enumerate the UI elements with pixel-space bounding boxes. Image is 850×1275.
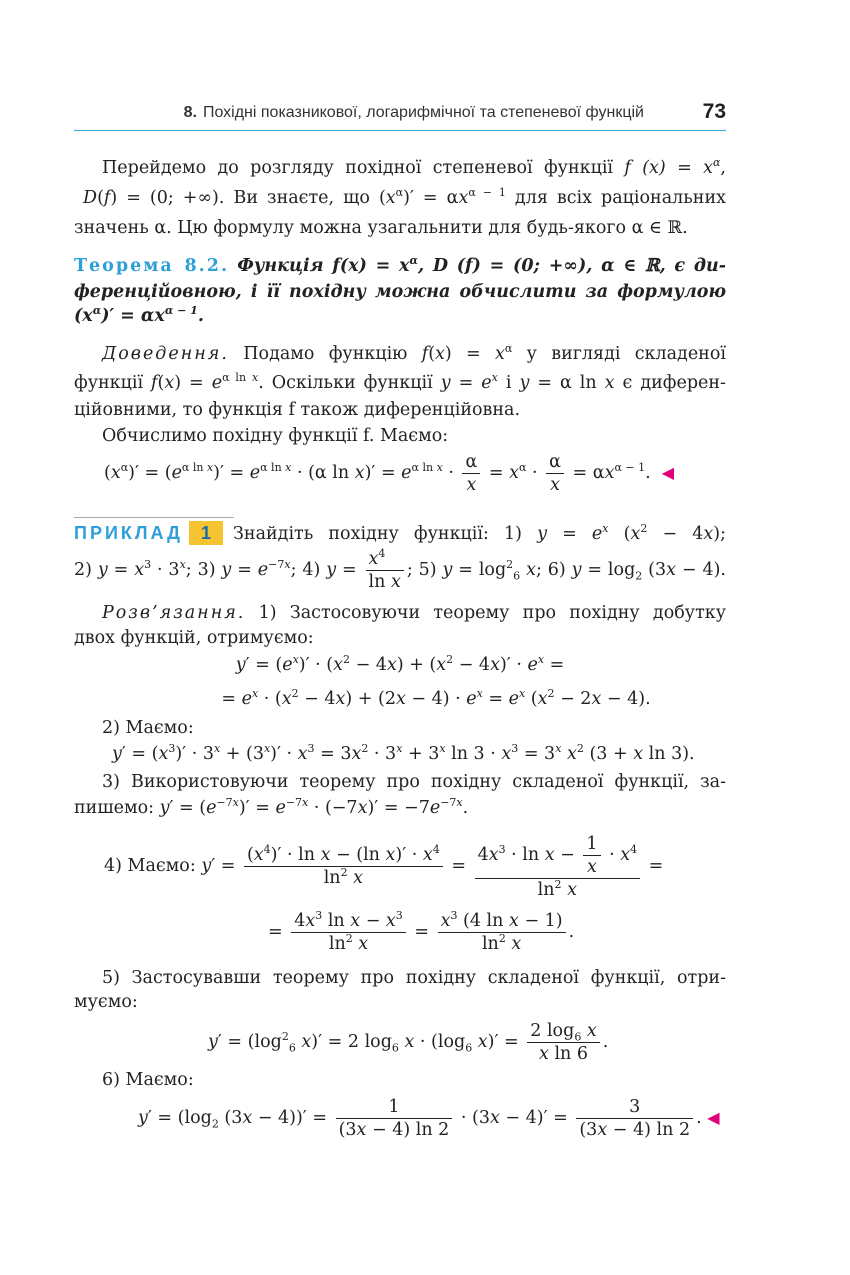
- theorem-line-2: ференційовною, і її похідну можна обчислити за формулою: [74, 282, 726, 302]
- example-line-2: 2) $y = x^3 \cdot 3^x$; 3) $y = e^{-7x}$; 4) y = $\frac{x^4}{\text{ln x}}$ ; 5) $y = \log^2_6 x$; 6) $y = \log_2 (3x - 4)$.: [74, 547, 726, 592]
- solution-5-formula: $y' = (\log^2_6$ x)′ = 2 $\log_6 x \cdot (\log_6$ x)′ = $\frac{2 \log_6 x}{\text{x ln 6}}$ .: [208, 1021, 609, 1064]
- theorem-formula: $(x^\alpha)' = \alpha x^{\alpha - 1}$.: [74, 304, 204, 326]
- solution-line-2: двох функцій, отримуємо:: [74, 628, 314, 648]
- solution-3-line-1: 3) Використовуючи теорему про похідну складеної функції, за-: [102, 772, 726, 792]
- chapter-title: 8. Похідні показникової, логарифмічної та степеневої функцій: [183, 104, 644, 121]
- proof-line-2: функції $f(x) = e^{\alpha ln x}$. Оскільки функції $y = e^x$ і y = α ln x є диферен-: [74, 371, 726, 393]
- example-number: 1: [189, 521, 223, 545]
- proof-line-1: Доведення. Подамо функцію $f(x) = x^\alpha$ у вигляді складеної: [102, 342, 726, 364]
- solution-6-label: 6) Маємо:: [102, 1070, 194, 1090]
- theorem-line-1: Теорема 8.2. Функція $f(x) = x^\alpha$, D (f) = (0; +∞), α ∈ ℝ, є ди-: [74, 254, 726, 276]
- end-of-proof-icon: ◀: [661, 463, 675, 482]
- proof-line-3: ційовними, то функція f також диференційовна.: [74, 400, 521, 420]
- solution-2-formula: $y' = (x^3)' \cdot 3^x + (3^x)' \cdot x^3 = 3x^2 \cdot 3^x + 3^x$ $\ln 3 \cdot x^3 = 3^x$ $x^2$ (3 + x ln 3).: [112, 742, 695, 764]
- solution-1-formula-b: = $e^x \cdot (x^2 - 4x) + (2x - 4) \cdot e^x = e^x$ $(x^2 - 2x - 4)$.: [221, 687, 651, 709]
- intro-line-2: D(f) = (0; +∞). Ви знаєте, що $(x^\alpha)' = \alpha x^{\alpha - 1}$ для всіх раціональних: [74, 186, 726, 208]
- end-of-solution-icon: ◀: [707, 1108, 720, 1127]
- solution-5-line-1: 5) Застосувавши теорему про похідну складеної функції, отри-: [102, 968, 726, 988]
- solution-1-formula-a: $y' = (e^x)' \cdot (x^2 - 4x) + (x^2 - 4x)' \cdot e^x$ =: [235, 653, 565, 675]
- solution-6-formula: $y' = (\log_2$ (3x − 4))′ = $\frac{1}{(3x - 4) \ln 2}$ · (3x − 4)′ = $\frac{3}{(3x - 4) \ln 2}$ . ◀: [138, 1097, 720, 1140]
- proof-formula: $(x^\alpha)' = (e^{\alpha ln x})' = e^{\alpha ln x} \cdot (\alpha$ $\ln x)' = e^{\alpha ln x}$ · $\frac{\alpha}{x}$ = $x^\alpha$ · $\frac{\alpha}{x}$ = $\alpha x^{\alpha - 1}$. ◀: [104, 452, 675, 495]
- solution-4-formula-a: 4) Маємо: y′ = $\frac{(x^4)' \cdot \ln x - (\ln x)' \cdot x^4}{\ln^2 x}$ = $4x^3 \cdot \ln x$ − $\frac{1}{x}$ · $x^4$ $\ln^2 x$ =: [104, 833, 664, 900]
- solution-line-1: Розв’язання. 1) Застосовуючи теорему про похідну добутку: [102, 603, 726, 623]
- intro-line-1: Перейдемо до розгляду похідної степеневої функції f $(x) = x^\alpha$,: [102, 156, 726, 178]
- solution-5-line-2: муємо:: [74, 992, 138, 1012]
- page-header: [74, 100, 726, 131]
- solution-3-line-2: пишемо: $y' = (e^{-7x})' = e^{-7x} \cdot (-7x)' = -7e^{-7x}$.: [74, 796, 469, 818]
- proof-line-4: Обчислимо похідну функції f. Маємо:: [102, 426, 449, 446]
- solution-2-label: 2) Маємо:: [102, 718, 194, 738]
- page-number: 73: [702, 100, 726, 123]
- intro-line-3: значень α. Цю формулу можна узагальнити для будь-якого α ∈ ℝ.: [74, 218, 688, 238]
- solution-4-formula-b: = $\frac{4x^3 \ln x - x^3}{\ln^2 x}$ = $\frac{x^3 (4 \ln x - 1)}{\ln^2 x}$ .: [268, 909, 575, 954]
- example-divider: [74, 517, 234, 518]
- example-tag: ПРИКЛАД: [74, 523, 183, 543]
- example-line-1: ПРИКЛАД 1 Знайдіть похідну функції: 1) $y = e^x$ $(x^2 - 4x)$;: [74, 522, 726, 544]
